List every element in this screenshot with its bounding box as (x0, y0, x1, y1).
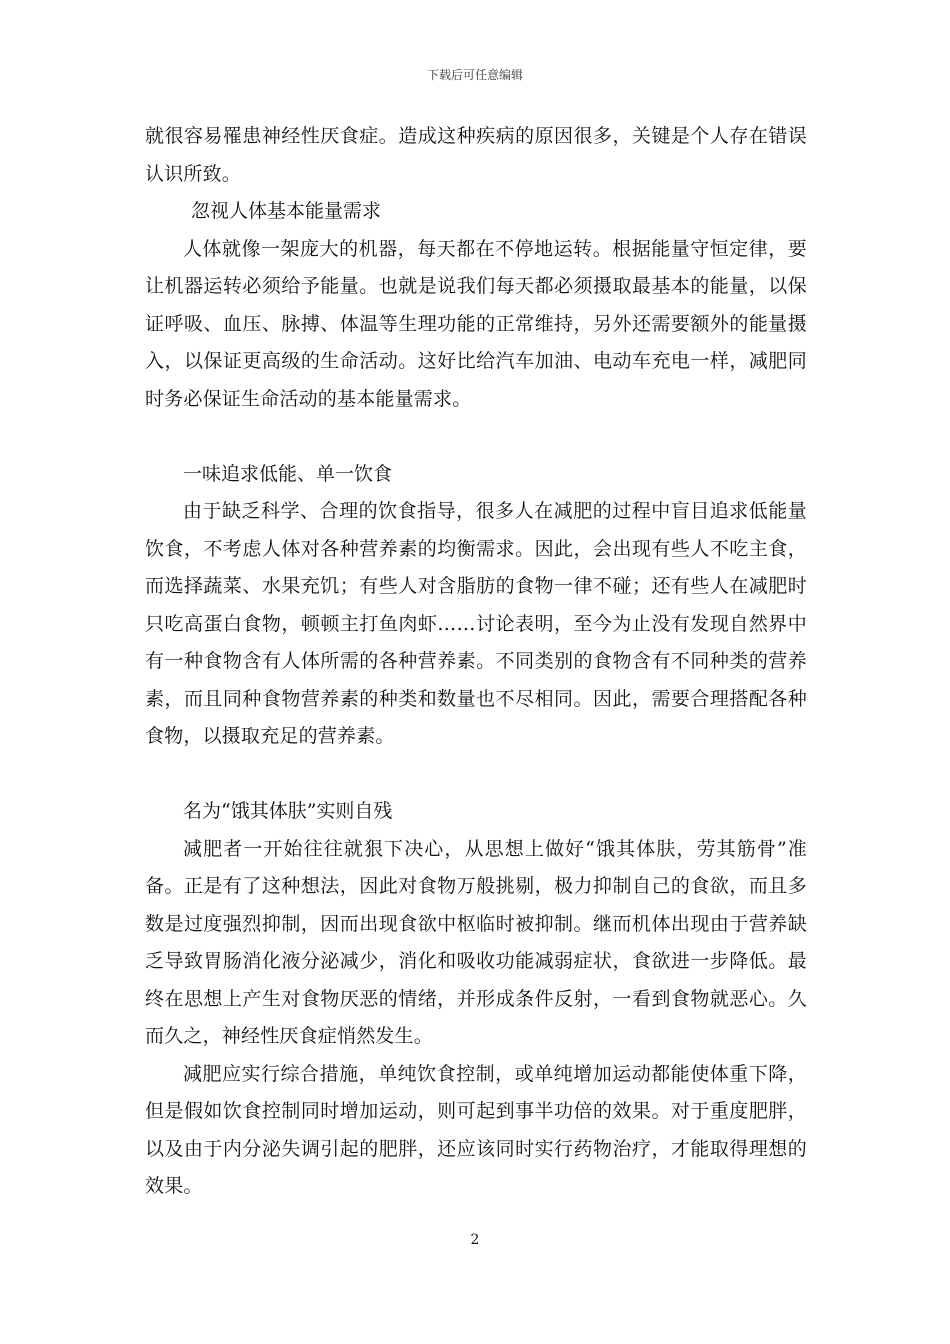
section-heading-energy: 忽视人体基本能量需求 (191, 200, 382, 222)
page-number: 2 (470, 1232, 480, 1248)
paragraph-continuation: 就很容易罹患神经性厌食症。造成这种疾病的原因很多，关键是个人存在错误认识所致。 (145, 125, 807, 185)
paragraph-spacer (145, 756, 807, 794)
paragraph-energy: 人体就像一架庞大的机器，每天都在不停地运转。根据能量守恒定律，要让机器运转必须给予能量。也就是说我们每天都必须摄取最基本的能量，以保证呼吸、血压、脉搏、体温等生理功能的正常维持，另外还需要额外的能量摄入，以保证更高级的生命活动。这好比给汽车加油、电动车充电一样，减肥同时务必保证生命活动的基本能量需求。 (145, 237, 807, 410)
paragraph-spacer (145, 418, 807, 456)
section-heading-starvation: 名为“饿其体肤”实则自残 (183, 800, 393, 822)
paragraph-starvation: 减肥者一开始往往就狠下决心，从思想上做好“饿其体肤，劳其筋骨”准备。正是有了这种想法，因此对食物万般挑剔，极力抑制自己的食欲，而且多数是过度强烈抑制，因而出现食欲中枢临时被抑制。继而机体出现由于营养缺乏导致胃肠消化液分泌减少，消化和吸收功能减弱症状，食欲进一步降低。最终在思想上产生对食物厌恶的情绪，并形成条件反射，一看到食物就恶心。久而久之，神经性厌食症悄然发生。 (145, 837, 807, 1047)
paragraph-diet: 由于缺乏科学、合理的饮食指导，很多人在减肥的过程中盲目追求低能量饮食，不考虑人体对各种营养素的均衡需求。因此，会出现有些人不吃主食，而选择蔬菜、水果充饥；有些人对含脂肪的食物一律不碰；还有些人在减肥时只吃高蛋白食物，顿顿主打鱼肉虾……讨论表明，至今为止没有发现自然界中有一种食物含有人体所需的各种营养素。不同类别的食物含有不同种类的营养素，而且同种食物营养素的种类和数量也不尽相同。因此，需要合理搭配各种食物，以摄取充足的营养素。 (145, 500, 807, 747)
document-body (145, 118, 807, 1206)
paragraph-conclusion: 减肥应实行综合措施，单纯饮食控制，或单纯增加运动都能使体重下降，但是假如饮食控制同时增加运动，则可起到事半功倍的效果。对于重度肥胖，以及由于内分泌失调引起的肥胖，还应该同时实行药物治疗，才能取得理想的效果。 (145, 1062, 807, 1197)
page-header: 下载后可任意编辑 (426, 68, 523, 82)
section-heading-diet: 一味追求低能、单一饮食 (183, 462, 393, 485)
